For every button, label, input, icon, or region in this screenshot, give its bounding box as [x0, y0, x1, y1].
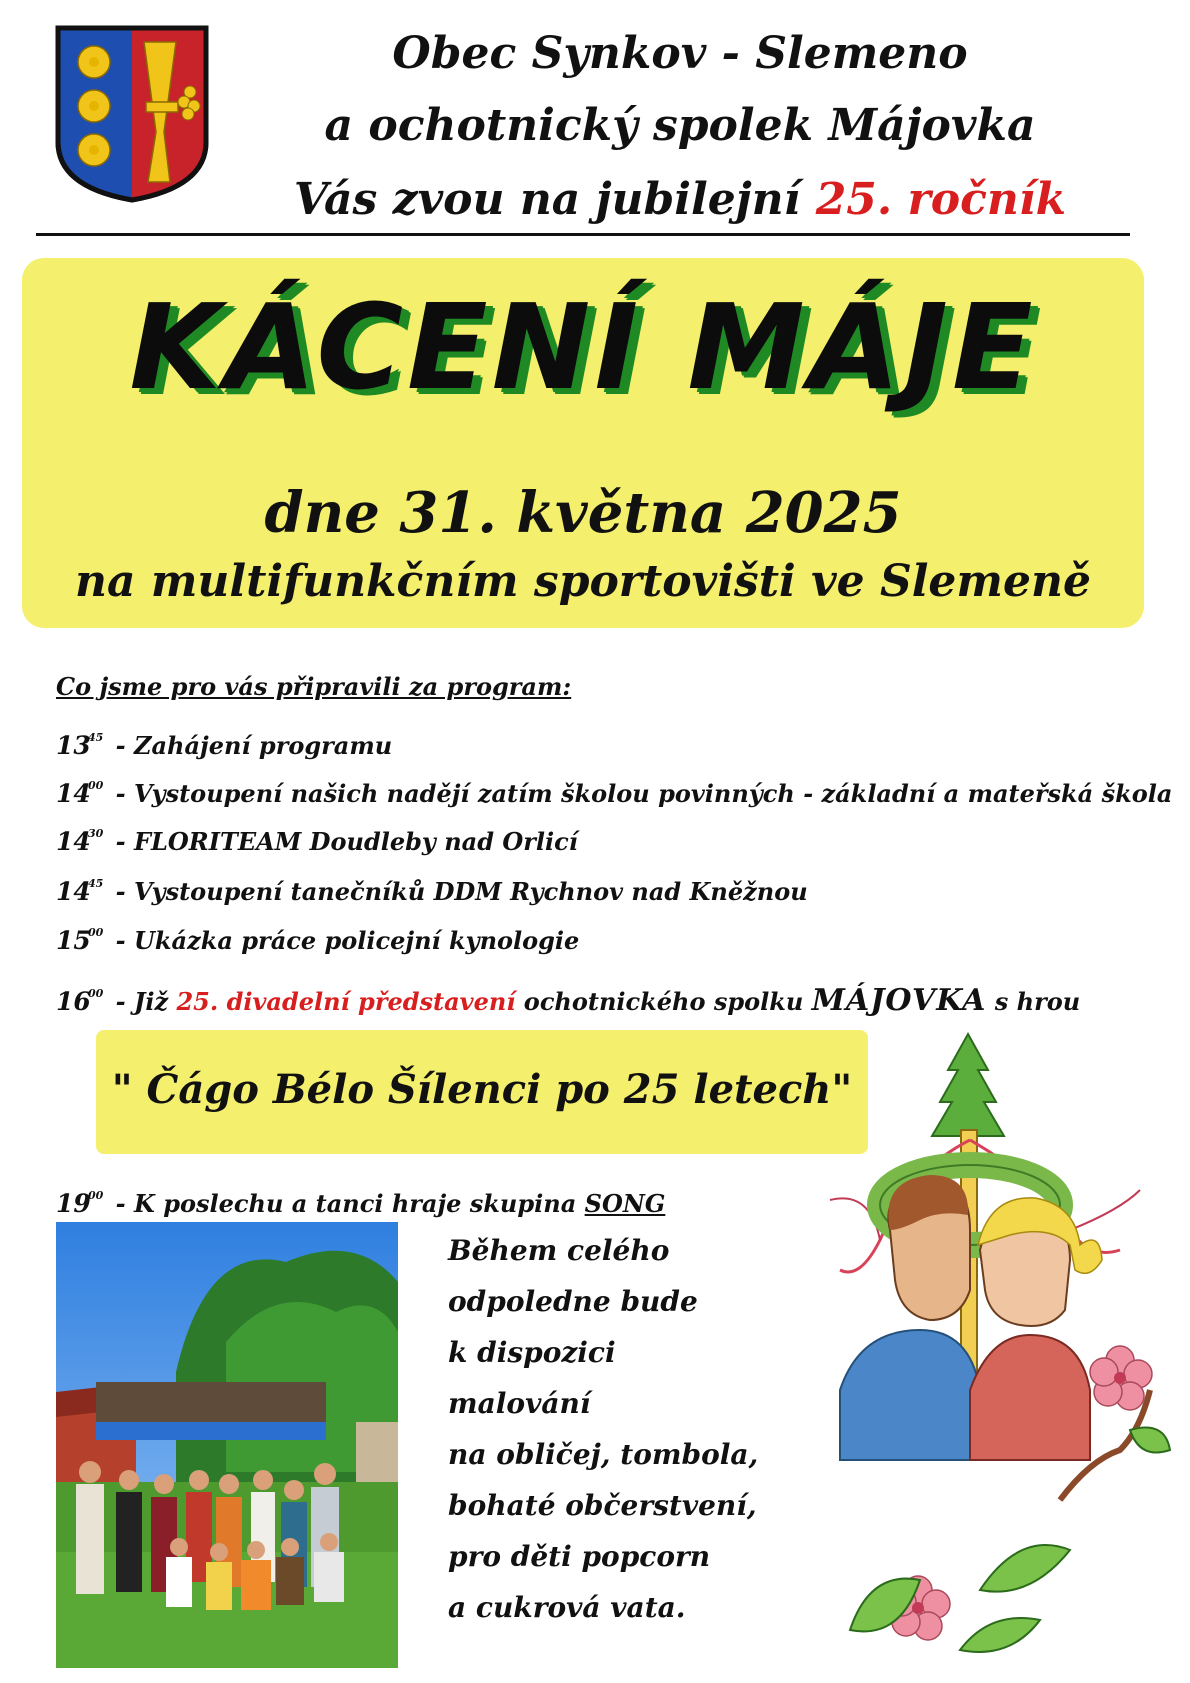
offer-line: k dispozici [448, 1336, 616, 1369]
program-hour: 16 [56, 987, 91, 1016]
program-minute: 30 [88, 827, 104, 840]
program-text: - FLORITEAM Doudleby nad Orlicí [115, 827, 578, 856]
program-hour: 14 [56, 779, 91, 808]
municipal-coat-of-arms [52, 22, 212, 204]
program-text: - K poslechu a tanci hraje skupina [115, 1189, 585, 1218]
event-venue: na multifunkčním sportovišti ve Slemeně [75, 556, 1091, 607]
header-line-3 [230, 170, 1130, 230]
program-text: - Již [115, 987, 177, 1016]
theatre-edition: 25. divadelní představení [176, 987, 516, 1016]
program-minute: 00 [88, 1189, 104, 1202]
program-item-music [56, 1180, 665, 1220]
program-minute: 45 [88, 877, 104, 890]
edition-highlight: 25. ročník [815, 174, 1067, 225]
program-minute: 00 [88, 779, 104, 792]
program-hour: 13 [56, 731, 91, 760]
play-title: " Čágo Bélo Šílenci po 25 letech" [111, 1066, 853, 1113]
program-item [56, 770, 1172, 810]
event-title: KÁCENÍ MÁJE [129, 278, 1037, 416]
program-hour: 14 [56, 827, 91, 856]
program-text: s hrou [986, 987, 1081, 1016]
offer-line: na obličej, tombola, [448, 1438, 759, 1471]
program-item [56, 917, 579, 957]
offer-line: malování [448, 1387, 591, 1420]
invite-text: Vás zvou na jubilejní [293, 174, 816, 225]
band-name: SONG [584, 1189, 666, 1218]
program-item [56, 868, 808, 908]
program-text: ochotnického spolku [515, 987, 812, 1016]
program-text: - Vystoupení tanečníků DDM Rychnov nad Kněžnou [115, 877, 808, 906]
group-photo [56, 1222, 398, 1668]
offer-line: pro děti popcorn [448, 1540, 711, 1573]
header-line-2: a ochotnický spolek Májovka [324, 100, 1036, 151]
program-text: - Zahájení programu [115, 731, 393, 760]
header-line-1: Obec Synkov - Slemeno [392, 28, 968, 79]
offer-line: Během celého [448, 1234, 670, 1267]
header-divider [36, 233, 1130, 236]
program-item [56, 818, 578, 858]
program-hour: 14 [56, 877, 91, 906]
program-item [56, 722, 392, 762]
program-hour: 15 [56, 926, 91, 955]
offer-line: a cukrová vata. [448, 1591, 686, 1624]
maypole-illustration [820, 1030, 1180, 1660]
program-minute: 00 [88, 926, 104, 939]
offer-line: bohaté občerstvení, [448, 1489, 757, 1522]
program-minute: 45 [88, 731, 104, 744]
program-minute: 00 [88, 987, 104, 1000]
program-heading: Co jsme pro vás připravili za program: [56, 672, 572, 701]
program-text: - Ukázka práce policejní kynologie [115, 926, 580, 955]
program-item-theatre [56, 978, 1080, 1018]
offer-line: odpoledne bude [448, 1285, 698, 1318]
event-date: dne 31. května 2025 [264, 480, 902, 546]
program-hour: 19 [56, 1189, 91, 1218]
afternoon-offer [448, 1225, 758, 1633]
theatre-company-name: MÁJOVKA [811, 983, 987, 1018]
program-text: - Vystoupení našich nadějí zatím školou povinných - základní a mateřská škola [115, 779, 1173, 808]
